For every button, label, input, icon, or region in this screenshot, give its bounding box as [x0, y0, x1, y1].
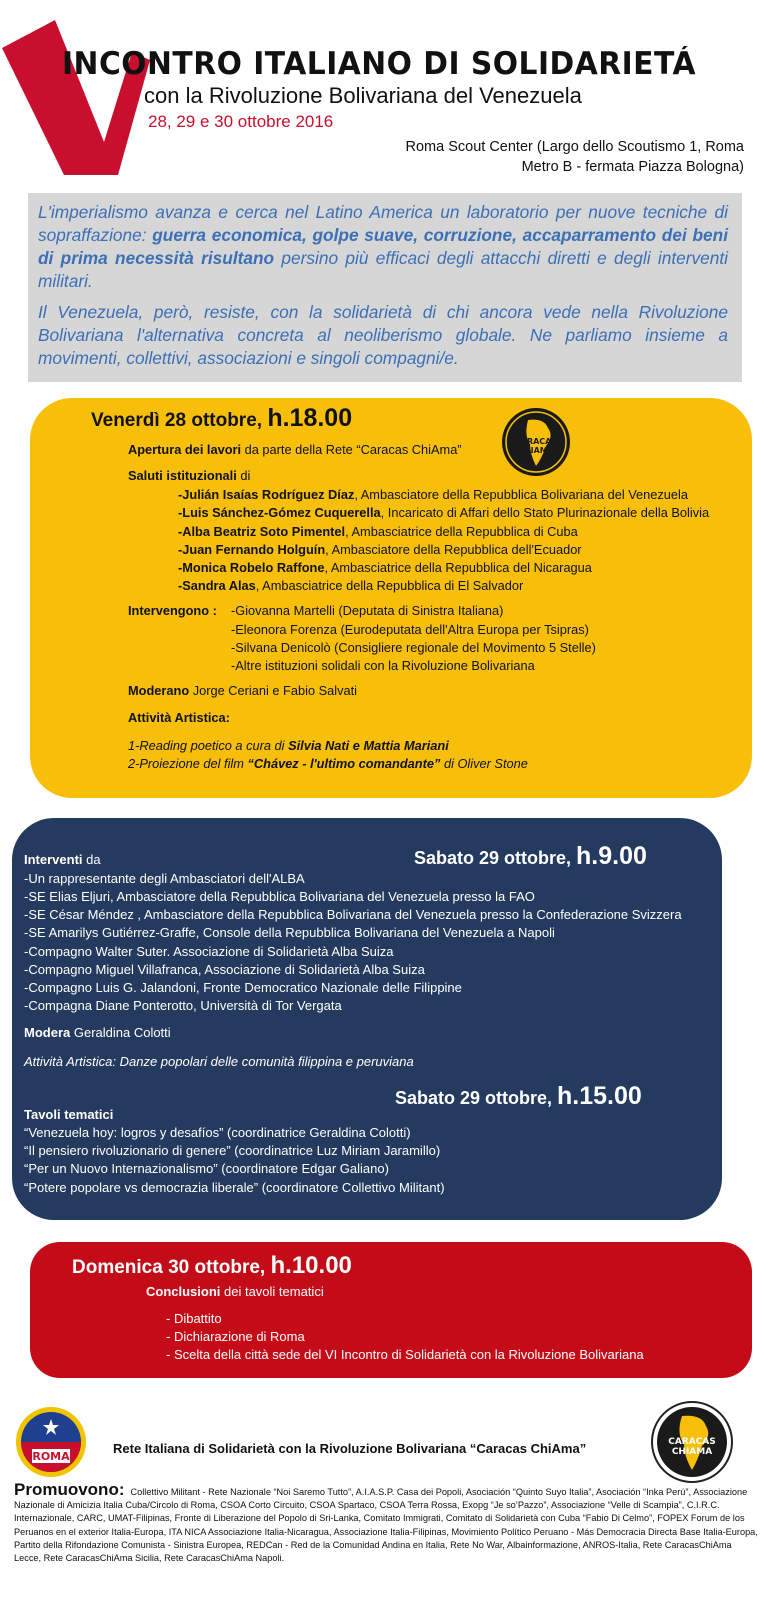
ambassador-item: -Julián Isaías Rodríguez Díaz, Ambasciatore della Repubblica Bolivariana del Venezuela: [178, 487, 689, 502]
ambassador-item: -Sandra Alas, Ambasciatrice della Repubblica di El Salvador: [178, 578, 524, 593]
saturday-artistic: Attività Artistica: Danze popolari delle comunità filippina e peruviana: [24, 1054, 414, 1069]
svg-text:CARACAS: CARACAS: [514, 437, 558, 446]
saturday-speaker: -SE Elias Eljuri, Ambasciatore della Repubblica Bolivariana del Venezuela presso la FAO: [24, 889, 535, 904]
intro-p1-highlight: guerra economica, golpe suave, corruzione, accaparramento dei beni di prima necessità risultano: [38, 225, 728, 268]
friday-day: Venerdì 28 ottobre,: [91, 410, 268, 431]
sunday-item: - Dibattito: [166, 1311, 222, 1326]
sunday-section: [30, 1242, 752, 1378]
speaker-item: -Giovanna Martelli (Deputata di Sinistra Italiana): [231, 603, 504, 618]
thematic-table-item: “Il pensiero rivoluzionario di genere” (coordinatrice Luz Miriam Jaramillo): [24, 1143, 441, 1158]
venue-line-1: Roma Scout Center (Largo dello Scoutismo 1, Roma: [405, 139, 744, 155]
saturday-speaker: -SE Amarilys Gutiérrez-Graffe, Console della Repubblica Bolivariana del Venezuela a Napoli: [24, 925, 555, 940]
venue-line-2: Metro B - fermata Piazza Bologna): [521, 159, 744, 175]
ambassador-item: -Luis Sánchez-Gómez Cuquerella, Incaricato di Affari dello Stato Plurinazionale della Bolivia: [178, 505, 710, 520]
ambassador-item: -Monica Robelo Raffone, Ambasciatrice della Repubblica del Nicaragua: [178, 560, 592, 575]
intro-paragraph-1: [38, 201, 728, 293]
roma-solidarity-logo: [14, 1405, 88, 1479]
friday-heading: [91, 404, 352, 433]
sunday-item: - Scelta della città sede del VI Incontro di Solidarietà con la Rivoluzione Bolivariana: [166, 1347, 644, 1362]
sunday-heading: Domenica 30 ottobre, h.10.00: [72, 1252, 352, 1279]
saturday-speaker: -Un rappresentante degli Ambasciatori dell'ALBA: [24, 871, 305, 886]
opening-line: Apertura dei lavori da parte della Rete “Caracas ChiAma”: [128, 442, 462, 457]
speakers-label: Intervengono :: [128, 603, 217, 618]
ambassador-item: -Alba Beatriz Soto Pimentel, Ambasciatrice della Repubblica di Cuba: [178, 524, 578, 539]
page-title: INCONTRO ITALIANO DI SOLIDARIETÁ: [62, 46, 696, 82]
svg-text:CHIAMA: CHIAMA: [518, 446, 554, 455]
caracas-chiama-logo-footer: [650, 1400, 734, 1484]
promoters-text: Collettivo Militant - Rete Nazionale “Noi Saremo Tutto”, A.I.A.S.P. Casa dei Popoli, Asociación “Quinto Suyo Italia”, Asociación “Inka Perú”, Associazione Nazionale di Amicizia Italia Cuba/Circolo di Roma, CSOA Corto Circuito, CSOA Spartaco, CSOA Terra Rossa, Exopg “Je so’Pazzo”, Associazione “Velle di Scampia”, C.I.R.C. Internazionale, CARC, UMAT-Filipinas, Fronte di Liberazione del Popolo di Sri-Lanka, Comitato Immigrati, Comitato di Solidarietà con Cuba “Fabio Di Celmo”, FOPEX Forum de los Peruanos en el exterior Italia-Europa, ITA NICA Associazione Italia-Nicaragua, Associazione Italia-Filipinas, Movimiento Político Peruano - Más Democracia Directa Base Italia-Europa, Partito della Rifondazione Comunista - Sinistra Europea, REDCan - Red de la Comunidad Andina en Italia, Rete No War, Albainformazione, ANROS-Italia, Rete CaracasChiAma Lecce, Rete CaracasChiAma Sicilia, Rete CaracasChiAma Napoli.: [14, 1487, 758, 1564]
caracas-chiama-logo: [500, 406, 572, 478]
thematic-table-item: “Per un Nuovo Internazionalismo” (coordinatore Edgar Galiano): [24, 1161, 389, 1176]
saturday-morning-heading: Sabato 29 ottobre, h.9.00: [414, 842, 647, 870]
saturday-speaker: -SE César Méndez , Ambasciatore della Repubblica Bolivariana del Venezuela presso la Confederazione Svizzera: [24, 907, 682, 922]
saturday-speaker: -Compagno Walter Suter. Associazione di Solidarietà Alba Suiza: [24, 944, 394, 959]
conclusions-line: Conclusioni dei tavoli tematici: [146, 1284, 324, 1299]
saturday-speaker: -Compagna Diane Ponterotto, Università di Tor Vergata: [24, 998, 342, 1013]
speaker-item: -Altre istituzioni solidali con la Rivoluzione Bolivariana: [231, 658, 535, 673]
network-name: Rete Italiana di Solidarietà con la Rivoluzione Bolivariana “Caracas ChiAma”: [113, 1441, 587, 1456]
saturday-speaker: -Compagno Miguel Villafranca, Associazione di Solidarietà Alba Suiza: [24, 962, 425, 977]
intro-p1-text: L'imperialismo avanza e cerca nel Latino America un laboratorio per nuove tecniche di sopraffazione:: [38, 202, 728, 245]
svg-text:CARACAS: CARACAS: [668, 1437, 716, 1447]
artistic-label: Attività Artistica:: [128, 710, 230, 725]
thematic-table-item: “Venezuela hoy: logros y desafíos” (coordinatrice Geraldina Colotti): [24, 1125, 411, 1140]
friday-section: [30, 398, 752, 798]
promoters-block: [14, 1480, 760, 1565]
speaker-item: -Eleonora Forenza (Eurodeputata dell'Altra Europa per Tsipras): [231, 622, 589, 637]
event-dates: 28, 29 e 30 ottobre 2016: [148, 112, 334, 131]
page-subtitle: con la Rivoluzione Bolivariana del Venezuela: [144, 83, 582, 108]
ambassador-item: -Juan Fernando Holguín, Ambasciatore della Repubblica dell'Ecuador: [178, 542, 582, 557]
promoters-label: Promuovono:: [14, 1480, 125, 1499]
saturday-moderator: Modera Geraldina Colotti: [24, 1025, 171, 1040]
svg-text:ROMA: ROMA: [32, 1450, 70, 1463]
speaker-item: -Silvana Denicolò (Consigliere regionale del Movimento 5 Stelle): [231, 640, 596, 655]
red-v-logo: [0, 10, 150, 175]
greetings-line: Saluti istituzionali di: [128, 468, 251, 483]
artistic-item-2: 2-Proiezione del film “Chávez - l'ultimo comandante” di Oliver Stone: [128, 756, 528, 771]
intro-box: [28, 193, 742, 382]
thematic-table-item: “Potere popolare vs democrazia liberale” (coordinatore Collettivo Militant): [24, 1180, 445, 1195]
moderators-line: Moderano Jorge Ceriani e Fabio Salvati: [128, 683, 358, 698]
interventions-label: Interventi da: [24, 852, 101, 867]
intro-p1-end: persino più efficaci degli attacchi diretti e degli interventi militari.: [38, 248, 728, 291]
sunday-item: - Dichiarazione di Roma: [166, 1329, 305, 1344]
saturday-afternoon-heading: Sabato 29 ottobre, h.15.00: [395, 1082, 642, 1110]
artistic-item-1: 1-Reading poetico a cura di Silvia Nati e Mattia Mariani: [128, 738, 449, 753]
svg-text:CHIAMA: CHIAMA: [671, 1447, 713, 1457]
saturday-speaker: -Compagno Luis G. Jalandoni, Fronte Democratico Nazionale delle Filippine: [24, 980, 462, 995]
thematic-tables-label: Tavoli tematici: [24, 1107, 114, 1122]
saturday-section: [12, 818, 722, 1220]
friday-hour: h.18.00: [267, 404, 353, 432]
intro-paragraph-2: Il Venezuela, però, resiste, con la solidarietà di chi ancora vede nella Rivoluzione Bolivariana l'alternativa concreta al neoliberismo globale. Ne parliamo insieme a movimenti, collettivi, associazioni e singoli compagni/e.: [38, 302, 728, 368]
